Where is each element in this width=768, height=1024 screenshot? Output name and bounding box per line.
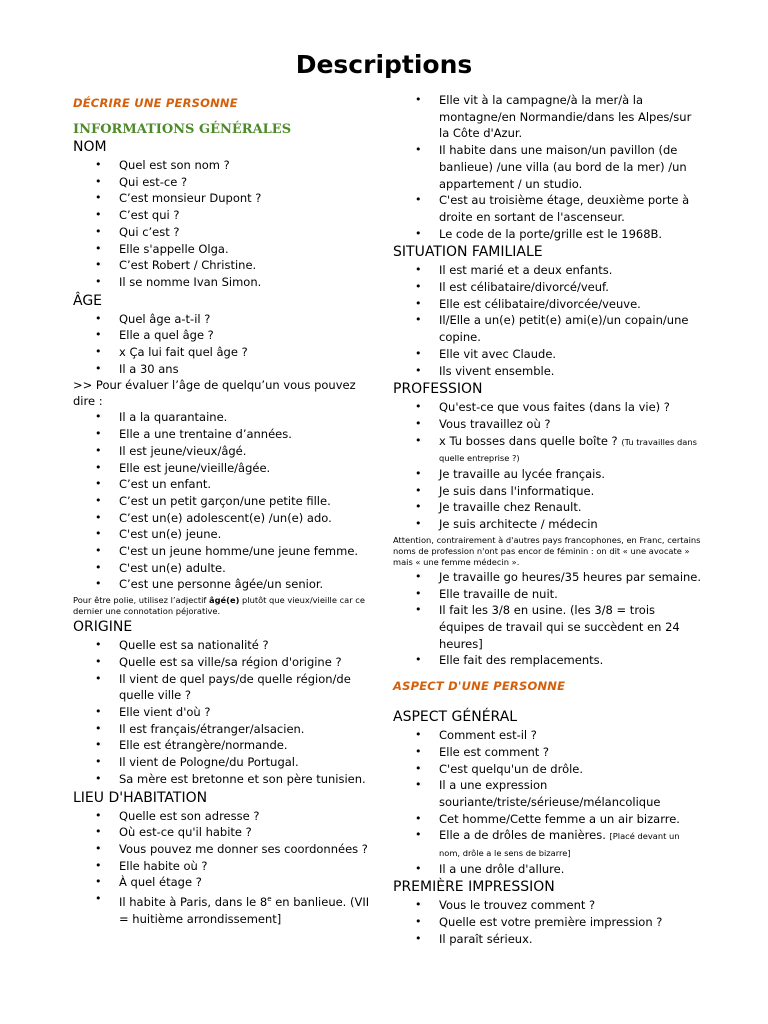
list-aspect (393, 727, 703, 877)
list-item: • C'est un(e) jeune. (73, 526, 373, 543)
list-profession (393, 399, 703, 533)
note-text: plutôt que vieux/vieille car ce dernier une connotation péjorative. (73, 595, 365, 617)
section-title-aspect: ASPECT D'UNE PERSONNE (393, 679, 566, 694)
list-item: • C’est qui ? (73, 207, 373, 224)
list-item: • Il vient de quel pays/de quelle région/de quelle ville ? (73, 671, 373, 704)
right-column (393, 92, 703, 948)
list-nom (73, 157, 373, 291)
list-item: • Il est jeune/vieux/âgé. (73, 443, 373, 460)
list-item: • Il habite dans une maison/un pavillon (de banlieue) /une villa (au bord de la mer) /un appartement / un studio. (393, 142, 703, 192)
list-item: • Il est français/étranger/alsacien. (73, 721, 373, 738)
list-item: • Je travaille au lycée français. (393, 466, 703, 483)
list-item: • Vous le trouvez comment ? (393, 897, 703, 914)
list-item: • À quel étage ? (73, 874, 373, 891)
list-item: • Le code de la porte/grille est le 1968B. (393, 226, 703, 243)
list-item: • Il vient de Pologne/du Portugal. (73, 754, 373, 771)
list-lieu-continued (393, 92, 703, 242)
list-item: • Il paraît sérieux. (393, 931, 703, 948)
list-item: • Elle vient d'où ? (73, 704, 373, 721)
list-item: • Elle s'appelle Olga. (73, 241, 373, 258)
list-item: • Elle habite où ? (73, 858, 373, 875)
heading-impression: PREMIÈRE IMPRESSION (393, 879, 555, 896)
list-item: • Qui est-ce ? (73, 174, 373, 191)
list-item: • C'est quelqu'un de drôle. (393, 761, 703, 778)
list-item: • Quelle est sa nationalité ? (73, 637, 373, 654)
list-item: • C’est un(e) adolescent(e) /un(e) ado. (73, 510, 373, 527)
list-item: • Cet homme/Cette femme a un air bizarre. (393, 811, 703, 828)
list-item: • Elle est jeune/vieille/âgée. (73, 460, 373, 477)
list-item: • Elle a quel âge ? (73, 327, 373, 344)
age-politeness-note (73, 595, 373, 617)
heading-aspect: ASPECT GÉNÉRAL (393, 709, 518, 726)
item-gloss: (Tu travailles dans quelle entreprise ?) (439, 436, 697, 464)
list-item: • C’est un petit garçon/une petite fille. (73, 493, 373, 510)
section-title-decrire: DÉCRIRE UNE PERSONNE (73, 96, 238, 110)
left-column (73, 92, 373, 927)
heading-nom: NOM (73, 139, 107, 155)
list-item: • Il est célibataire/divorcé/veuf. (393, 279, 703, 296)
heading-origine: ORIGINE (73, 619, 133, 636)
list-item: • Qui c’est ? (73, 224, 373, 241)
list-item: • C’est une personne âgée/un senior. (73, 576, 373, 593)
list-item: • C'est au troisième étage, deuxième porte à droite en sortant de l'ascenseur. (393, 192, 703, 225)
list-situation (393, 262, 703, 379)
note-emphasis: âgé(e) (208, 595, 240, 606)
list-item: • Elle a une trentaine d’années. (73, 426, 373, 443)
list-item: • Vous travaillez où ? (393, 416, 703, 433)
list-item: • Elle vit avec Claude. (393, 346, 703, 363)
list-item: • Il a une expression souriante/triste/sérieuse/mélancolique (393, 777, 703, 810)
item-text: en banlieue. (VII = huitième arrondissement] (119, 894, 370, 926)
list-item: • x Ça lui fait quel âge ? (73, 344, 373, 361)
item-text: x Tu bosses dans quelle boîte ? (439, 433, 622, 448)
list-impression (393, 897, 703, 947)
list-item: • Quel âge a-t-il ? (73, 311, 373, 328)
list-item: • Il fait les 3/8 en usine. (les 3/8 = trois équipes de travail qui se succèdent en 24 heures] (393, 602, 703, 652)
heading-profession: PROFESSION (393, 381, 483, 398)
list-item: • Il a la quarantaine. (73, 409, 373, 426)
list-item: • Quelle est son adresse ? (73, 808, 373, 825)
heading-age: ÂGE (73, 292, 103, 309)
list-item: • Il est marié et a deux enfants. (393, 262, 703, 279)
page-title: Descriptions (295, 50, 473, 79)
list-item: • Quelle est sa ville/sa région d'origine ? (73, 654, 373, 671)
subsection-title-informations: INFORMATIONS GÉNÉRALES (73, 122, 292, 137)
list-age-evaluate (73, 409, 373, 593)
list-item: • Quel est son nom ? (73, 157, 373, 174)
list-item: • Elle est célibataire/divorcée/veuve. (393, 296, 703, 313)
list-item: • Quelle est votre première impression ? (393, 914, 703, 931)
list-item: • Vous pouvez me donner ses coordonnées ? (73, 841, 373, 858)
list-profession-hours (393, 569, 703, 669)
list-item: • Je travaille go heures/35 heures par semaine. (393, 569, 703, 586)
list-item: • C'est un(e) adulte. (73, 560, 373, 577)
list-item: • Elle est étrangère/normande. (73, 737, 373, 754)
list-item: • Sa mère est bretonne et son père tunisien. (73, 771, 373, 788)
list-item: • Elle fait des remplacements. (393, 652, 703, 669)
list-item: • Il se nomme Ivan Simon. (73, 274, 373, 291)
list-item: • Elle travaille de nuit. (393, 586, 703, 603)
list-item: • Il/Elle a un(e) petit(e) ami(e)/un copain/une copine. (393, 312, 703, 345)
profession-note: Attention, contrairement à d'autres pays francophones, en Franc, certains noms de profession n'ont pas encor de féminin : on dit « une avocate » mais « une femme médecin ». (393, 534, 701, 567)
list-item (73, 891, 373, 927)
heading-lieu: LIEU D'HABITATION (73, 789, 208, 806)
list-origine (73, 637, 373, 787)
item-gloss: [Placé devant un nom, drôle a le sens de bizarre] (439, 831, 680, 859)
list-item: • C’est un enfant. (73, 476, 373, 493)
list-item: • Je travaille chez Renault. (393, 499, 703, 516)
heading-situation: SITUATION FAMILIALE (393, 244, 543, 261)
list-item: • Qu'est-ce que vous faites (dans la vie) ? (393, 399, 703, 416)
list-item (393, 827, 703, 860)
note-text: Pour être polie, utilisez l’adjectif (73, 595, 209, 606)
list-item: • C'est un jeune homme/une jeune femme. (73, 543, 373, 560)
list-item: • Il a une drôle d'allure. (393, 861, 703, 878)
list-item: • Il a 30 ans (73, 361, 373, 378)
list-item: • Elle vit à la campagne/à la mer/à la montagne/en Normandie/dans les Alpes/sur la Côte d'Azur. (393, 92, 703, 142)
list-item: • C’est monsieur Dupont ? (73, 190, 373, 207)
list-item (393, 433, 703, 466)
superscript: e (267, 895, 272, 904)
list-item: • Je suis architecte / médecin (393, 516, 703, 533)
list-item: • Ils vivent ensemble. (393, 363, 703, 380)
list-item: • C’est Robert / Christine. (73, 257, 373, 274)
list-age (73, 311, 373, 378)
item-text: Elle a de drôles de manières. (439, 828, 610, 843)
list-item: • Comment est-il ? (393, 727, 703, 744)
list-item: • Où est-ce qu'il habite ? (73, 824, 373, 841)
list-lieu (73, 808, 373, 928)
list-item: • Je suis dans l'informatique. (393, 483, 703, 500)
item-text: Il habite à Paris, dans le 8 (119, 894, 268, 909)
age-note: >> Pour évaluer l’âge de quelqu’un vous pouvez dire : (73, 378, 356, 409)
list-item: • Elle est comment ? (393, 744, 703, 761)
